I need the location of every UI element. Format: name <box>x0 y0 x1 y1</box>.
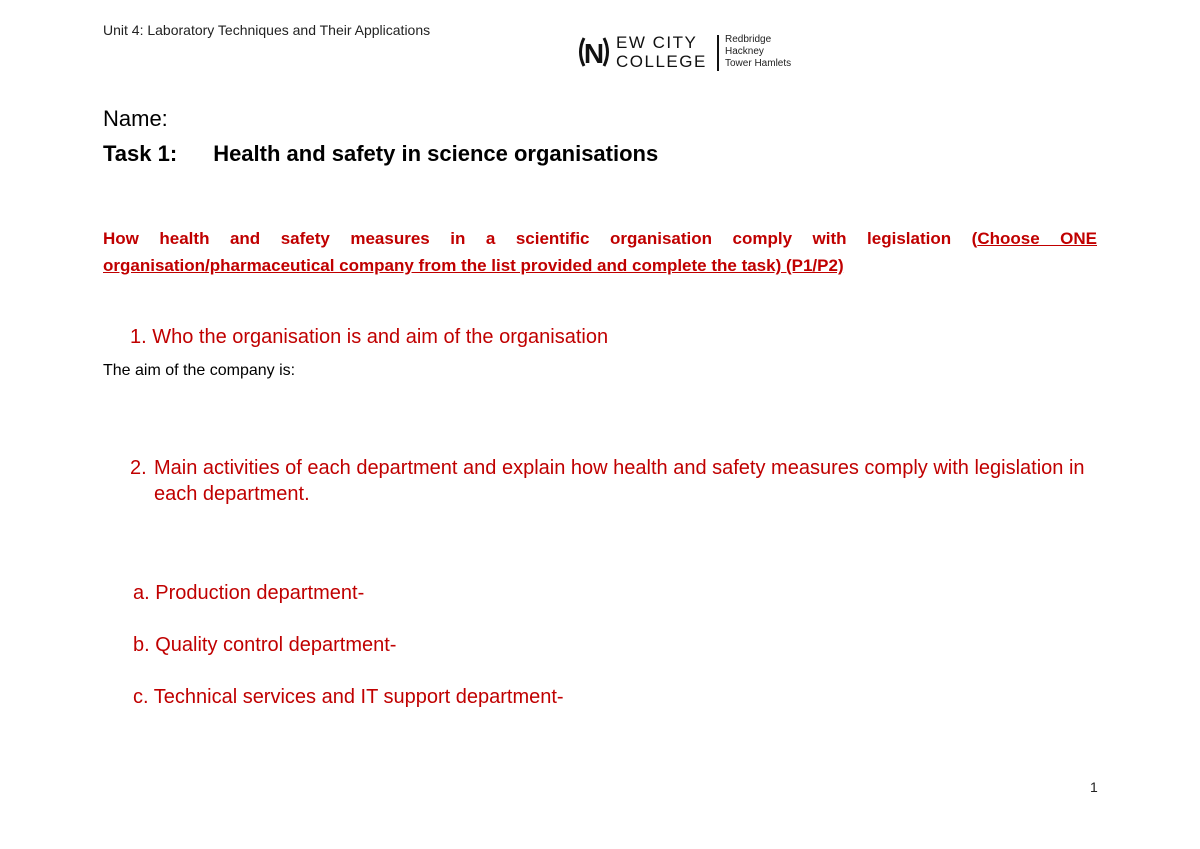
logo-divider <box>717 35 719 71</box>
department-technical-services: c. Technical services and IT support department- <box>133 686 564 708</box>
running-header: Unit 4: Laboratory Techniques and Their Applications <box>103 22 431 38</box>
logo-boroughs <box>725 34 791 70</box>
aim-label: The aim of the company is: <box>103 362 296 379</box>
logo-borough: Tower Hamlets <box>725 58 792 69</box>
logo-borough: Redbridge <box>725 34 772 45</box>
name-label: Name: <box>103 106 168 131</box>
question-1: 1. Who the organisation is and aim of the organisation <box>130 326 609 348</box>
logo-mark <box>576 34 612 70</box>
college-logo <box>576 34 796 74</box>
question-2-number: 2. <box>130 457 147 479</box>
department-production: a. Production department- <box>133 582 365 604</box>
logo-mark-letter: N <box>583 38 605 69</box>
task-title-text: Health and safety in science organisations <box>213 141 659 166</box>
page-number: 1 <box>1090 779 1098 795</box>
logo-borough: Hackney <box>725 46 764 57</box>
logo-line-2: COLLEGE <box>616 52 707 71</box>
logo-wordmark <box>616 33 707 71</box>
logo-line-1: EW CITY <box>616 33 698 52</box>
instructions-text: How health and safety measures in a scientific organisation comply with legislation ( <box>103 229 978 248</box>
task-instructions <box>103 225 1097 279</box>
instructions-underlined: Choose ONE organisation/pharmaceutical company from the list provided and complete the task) (P1/P2) <box>103 229 1097 275</box>
department-quality-control: b. Quality control department- <box>133 634 397 656</box>
question-2-text: Main activities of each department and explain how health and safety measures comply with legislation in each department. <box>154 457 1085 505</box>
task-number: Task 1: <box>103 141 178 166</box>
question-2 <box>130 455 1100 507</box>
task-title <box>103 141 658 167</box>
